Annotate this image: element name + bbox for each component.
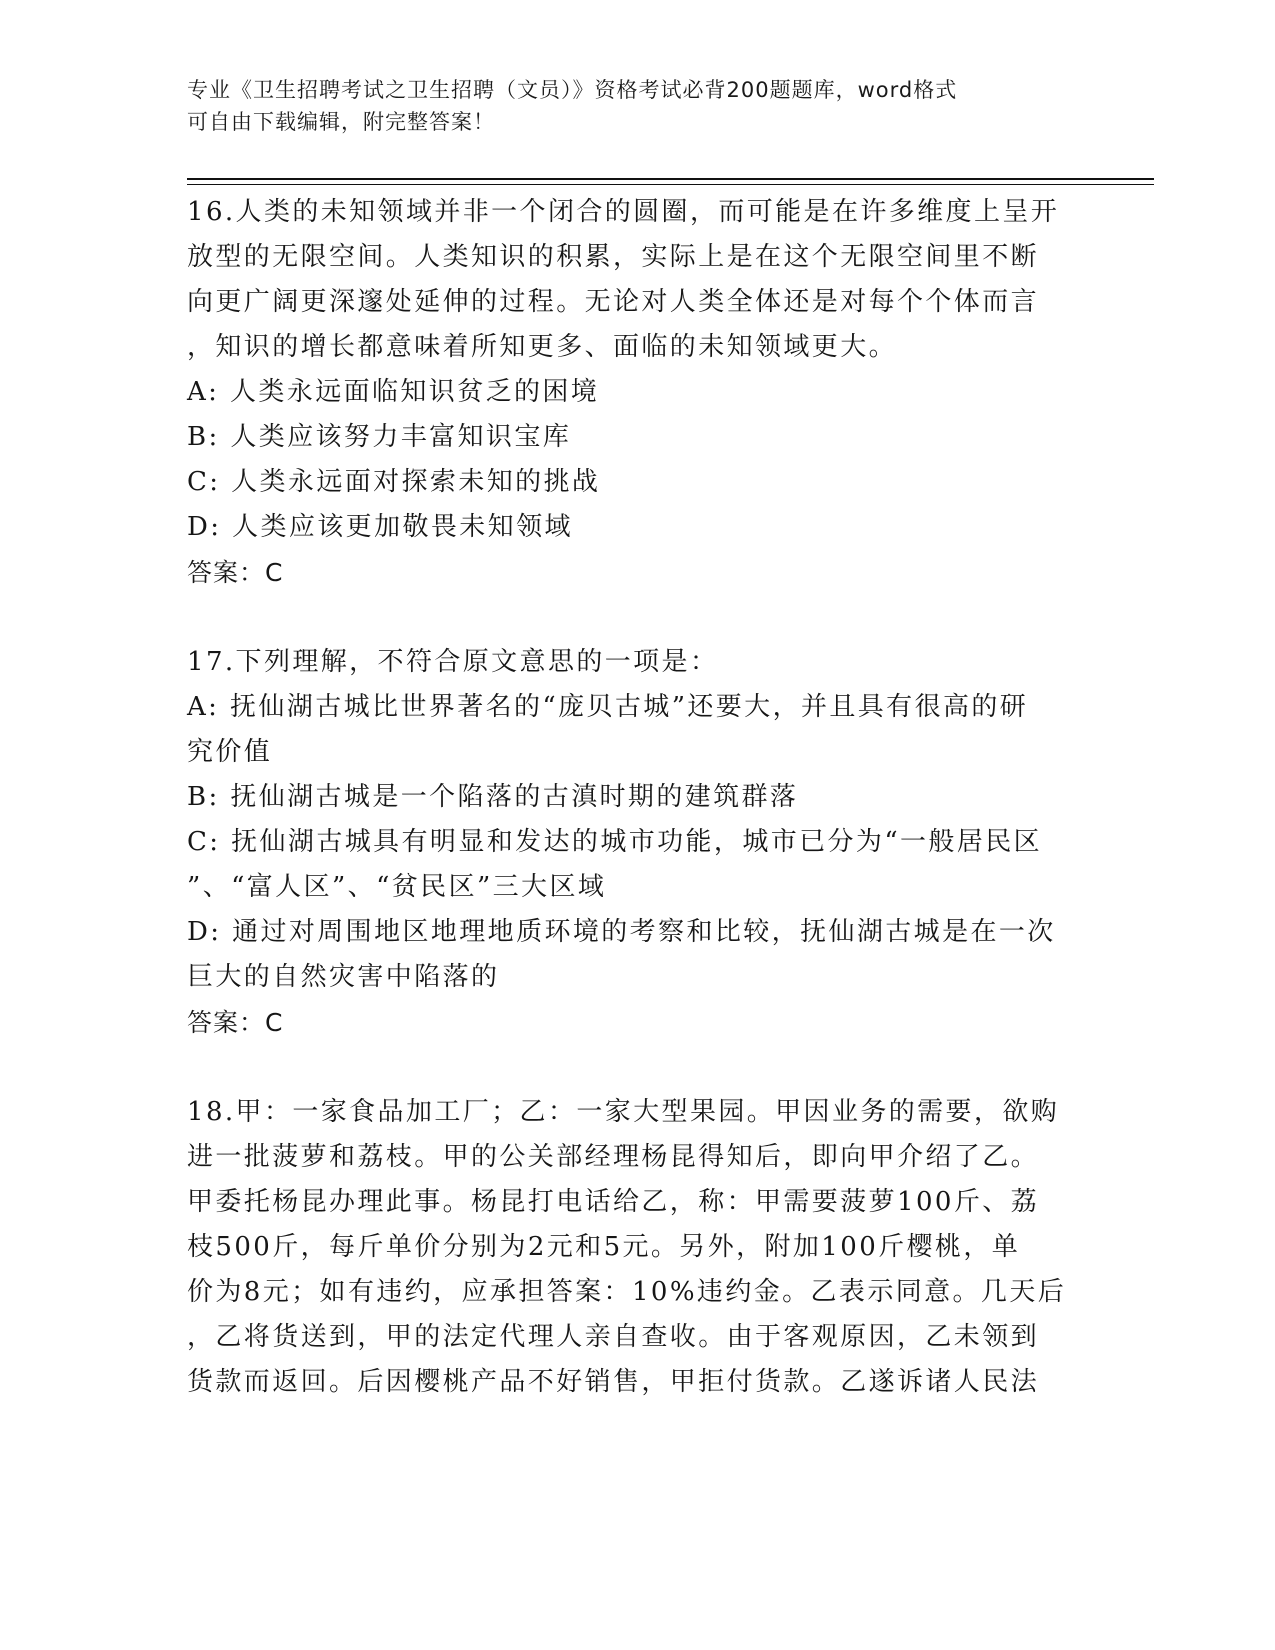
option-a: A: 人类永远面临知识贫乏的困境 [187, 377, 600, 407]
option-b: B: 抚仙湖古城是一个陷落的古滇时期的建筑群落 [187, 782, 799, 812]
option-d: D: 人类应该更加敬畏未知领域 [187, 512, 573, 542]
question-stem-line: 18.甲：一家食品加工厂；乙：一家大型果园。甲因业务的需要，欲购 [187, 1097, 1060, 1127]
option-a-continued: 究价值 [187, 737, 273, 767]
question-stem-line: 放型的无限空间。人类知识的积累，实际上是在这个无限空间里不断 [187, 242, 1040, 272]
question-stem-line: 货款而返回。后因樱桃产品不好销售，甲拒付货款。乙遂诉诸人民法 [187, 1367, 1040, 1397]
question-stem-line: 枝500斤，每斤单价分别为2元和5元。另外，附加100斤樱桃，单 [187, 1232, 1021, 1262]
answer-line: 答案：C [187, 558, 284, 587]
question-stem-line: 甲委托杨昆办理此事。杨昆打电话给乙，称：甲需要菠萝100斤、荔 [187, 1187, 1040, 1217]
option-d: D: 通过对周围地区地理地质环境的考察和比较，抚仙湖古城是在一次 [187, 917, 1056, 947]
question-stem-line: 17.下列理解，不符合原文意思的一项是： [187, 647, 719, 677]
question-stem-line: 价为8元；如有违约，应承担答案：10%违约金。乙表示同意。几天后 [187, 1277, 1067, 1307]
document-header [187, 74, 1067, 138]
question-16 [187, 190, 1087, 595]
question-17 [187, 640, 1087, 1045]
option-b: B: 人类应该努力丰富知识宝库 [187, 422, 572, 452]
question-stem-line: 进一批菠萝和荔枝。甲的公关部经理杨昆得知后，即向甲介绍了乙。 [187, 1142, 1040, 1172]
question-stem-line: ，乙将货送到，甲的法定代理人亲自查收。由于客观原因，乙未领到 [187, 1322, 1040, 1352]
question-stem-line: 向更广阔更深邃处延伸的过程。无论对人类全体还是对每个个体而言 [187, 287, 1040, 317]
option-d-continued: 巨大的自然灾害中陷落的 [187, 962, 500, 992]
header-title-line-1: 专业《卫生招聘考试之卫生招聘（文员）》资格考试必背200题题库，word格式 [187, 78, 958, 102]
question-stem-line: ，知识的增长都意味着所知更多、面临的未知领域更大。 [187, 332, 898, 362]
question-list [187, 190, 1087, 1405]
answer-line: 答案：C [187, 1008, 284, 1037]
header-divider-thick [187, 178, 1154, 180]
header-divider-thin [187, 184, 1154, 185]
option-c: C: 人类永远面对探索未知的挑战 [187, 467, 601, 497]
option-c-continued: ”、“富人区”、“贫民区”三大区域 [187, 872, 607, 902]
question-18 [187, 1090, 1087, 1405]
header-title-line-2: 可自由下载编辑，附完整答案！ [187, 110, 495, 134]
option-c: C: 抚仙湖古城具有明显和发达的城市功能，城市已分为“一般居民区 [187, 827, 1043, 857]
question-stem-line: 16.人类的未知领域并非一个闭合的圆圈，而可能是在许多维度上呈开 [187, 197, 1060, 227]
option-a: A: 抚仙湖古城比世界著名的“庞贝古城”还要大，并且具有很高的研 [187, 692, 1029, 722]
